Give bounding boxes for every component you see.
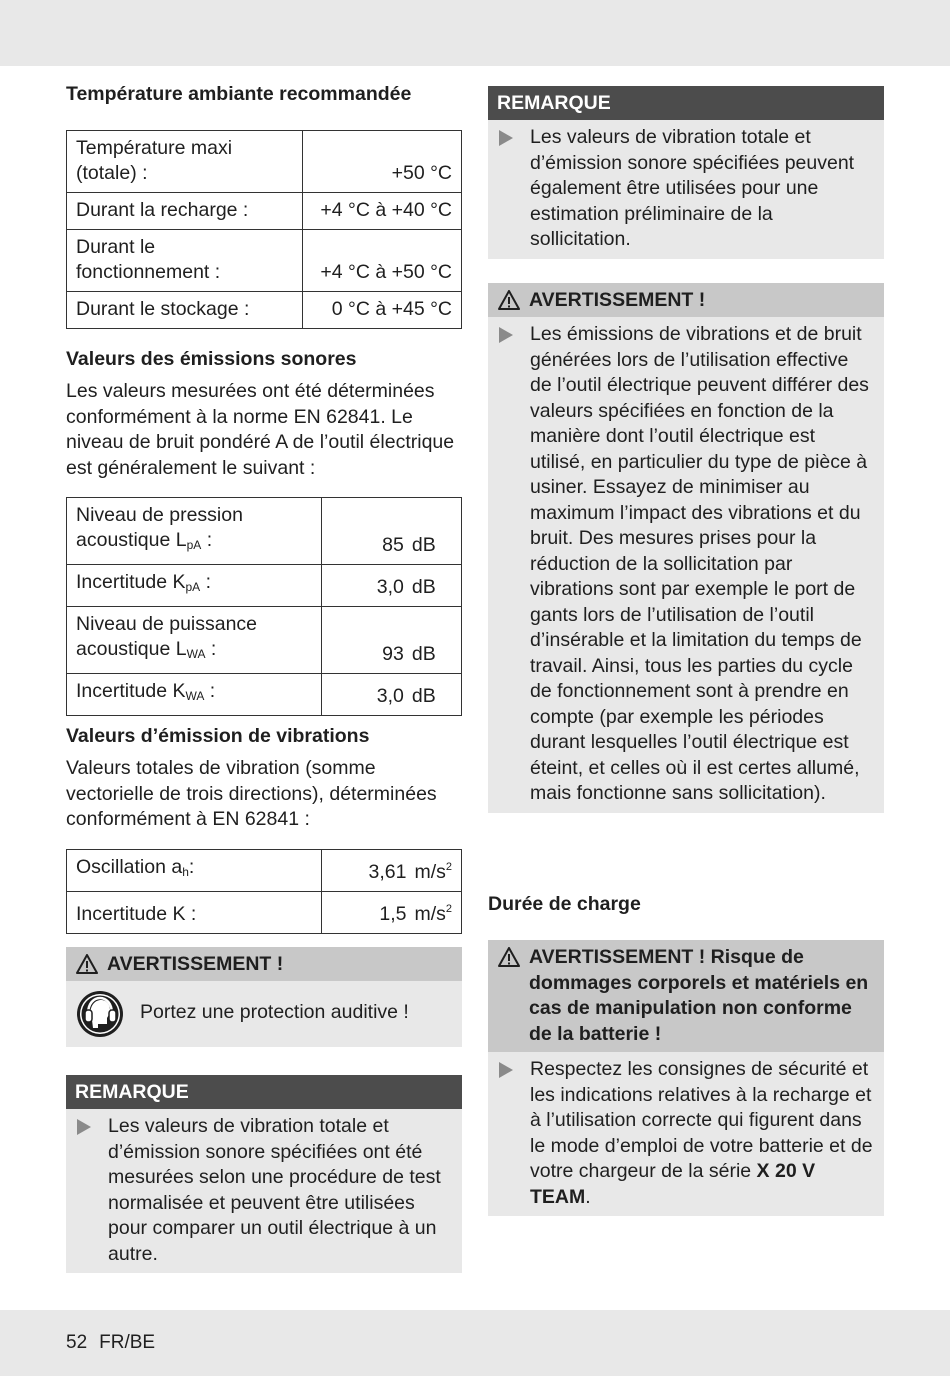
vibration-intro: Valeurs totales de vibration (somme vectorielle de trois directions), déterminées conformément à EN 62841 :	[66, 757, 437, 830]
noise-label-1: Incertitude $K_{pA}$ :	[67, 565, 322, 607]
temp-value-1: +4 °C à +40 °C	[303, 193, 462, 230]
table-row	[67, 230, 462, 292]
warning-triangle-icon	[498, 947, 520, 967]
temp-value-0: +50 °C	[303, 131, 462, 193]
vibration-warning-header	[488, 283, 884, 317]
ear-protection-icon	[76, 990, 124, 1038]
noise-table	[66, 497, 462, 716]
temp-label-0: Température maxi (totale) :	[67, 131, 303, 193]
vibration-warning-title: AVERTISSEMENT !	[529, 289, 706, 311]
note-text-left: Les valeurs de vibration totale et d’émission sonore spécifiées ont été mesurées selon une procédure de test normalisée et peuvent être utilisées pour comparer un outil électrique à un autre.	[66, 1109, 462, 1273]
note-title-right: REMARQUE	[488, 86, 884, 120]
table-row	[67, 892, 462, 934]
vibration-warning-text: Les émissions de vibrations et de bruit générées lors de l’utilisation effective de l’outil électrique peuvent différer des valeurs spécifiées en fonction de la manière dont l’outil électrique est utilisé, en particulier du type de pièce à usiner. Essayez de minimiser au maximum l’impact des vibrations et du bruit. Des mesures prises pour la réduction de la sollicitation par vibrations sont par exemple le port de gants lors de l’utilisation de l’outil d’insérable et la limitation du temps de travail. Ainsi, tous les parties du cycle de fonctionnement sont à prendre en compte (par exemple les périodes durant lesquelles l’outil électrique est éteint, et celles où il est certes allumé, mais fonctionne sans sollicitation).	[488, 317, 884, 813]
vibration-label-1: Incertitude K :	[67, 892, 322, 934]
vibration-value-0: 3,61 $m/s^2$	[322, 850, 462, 892]
table-row	[67, 498, 462, 565]
table-row	[67, 850, 462, 892]
footer	[66, 1332, 155, 1354]
temp-value-3: 0 °C à +45 °C	[303, 292, 462, 329]
hearing-warning-text: Portez une protection auditive !	[140, 1001, 409, 1023]
noise-intro: Les valeurs mesurées ont été déterminées conformément à la norme EN 62841. Le niveau de bruit pondéré A de l’outil électrique est généralement le suivant :	[66, 380, 455, 479]
hearing-warning-header	[66, 947, 462, 981]
hearing-warning-title: AVERTISSEMENT !	[107, 953, 284, 975]
header-band	[0, 0, 950, 66]
battery-warning-header	[488, 940, 884, 1052]
warning-triangle-icon	[76, 954, 98, 974]
note-box-right	[488, 86, 884, 259]
vibration-value-1: 1,5 $m/s^2$	[322, 892, 462, 934]
vibration-heading: Valeurs d’émission de vibrations	[66, 725, 370, 747]
bullet-arrow-icon	[77, 1119, 91, 1135]
table-row	[67, 565, 462, 607]
battery-warning-text: Respectez les consignes de sécurité et les indications relatives à la recharge et à l’utilisation correcte qui figurent dans le mode d’emploi de votre batterie et de votre chargeur de la série X 20 V TEAM.	[488, 1052, 884, 1216]
noise-label-2: Niveau de puissance acoustique $L_{WA}$ :	[67, 607, 322, 674]
bullet-arrow-icon	[499, 130, 513, 146]
hearing-warning-box	[66, 947, 462, 1047]
temp-value-2: +4 °C à +50 °C	[303, 230, 462, 292]
battery-warning-box	[488, 940, 884, 1216]
noise-value-0: 85 dB	[322, 498, 462, 565]
noise-value-2: 93 dB	[322, 607, 462, 674]
warning-triangle-icon	[498, 290, 520, 310]
temp-label-3: Durant le stockage :	[67, 292, 303, 329]
bullet-arrow-icon	[499, 1062, 513, 1078]
table-row	[67, 674, 462, 716]
noise-label-0: Niveau de pression acoustique $L_{pA}$ :	[67, 498, 322, 565]
temp-label-1: Durant la recharge :	[67, 193, 303, 230]
temp-label-2: Durant le fonctionnement :	[67, 230, 303, 292]
temperature-table	[66, 130, 462, 329]
note-text-right: Les valeurs de vibration totale et d’émission sonore spécifiées peuvent également être utilisées pour une estimation préliminaire de la sollicitation.	[488, 120, 884, 259]
noise-label-3: Incertitude $K_{WA}$ :	[67, 674, 322, 716]
table-row	[67, 607, 462, 674]
bullet-arrow-icon	[499, 327, 513, 343]
vibration-warning-box	[488, 283, 884, 813]
page-number: 52	[66, 1332, 88, 1353]
table-row	[67, 193, 462, 230]
noise-heading: Valeurs des émissions sonores	[66, 348, 357, 370]
vibration-table	[66, 849, 462, 934]
note-box-left	[66, 1075, 462, 1273]
hearing-warning-body	[66, 981, 462, 1047]
table-row	[67, 292, 462, 329]
note-title-left: REMARQUE	[66, 1075, 462, 1109]
language-code: FR/BE	[99, 1332, 156, 1353]
battery-warning-title: AVERTISSEMENT ! Risque de dommages corporels et matériels en cas de manipulation non conforme de la batterie !	[529, 946, 869, 1045]
charge-heading: Durée de charge	[488, 893, 641, 915]
vibration-label-0: Oscillation $a_h$:	[67, 850, 322, 892]
temperature-heading: Température ambiante recommandée	[66, 83, 412, 105]
noise-value-3: 3,0 dB	[322, 674, 462, 716]
noise-value-1: 3,0 dB	[322, 565, 462, 607]
table-row	[67, 131, 462, 193]
